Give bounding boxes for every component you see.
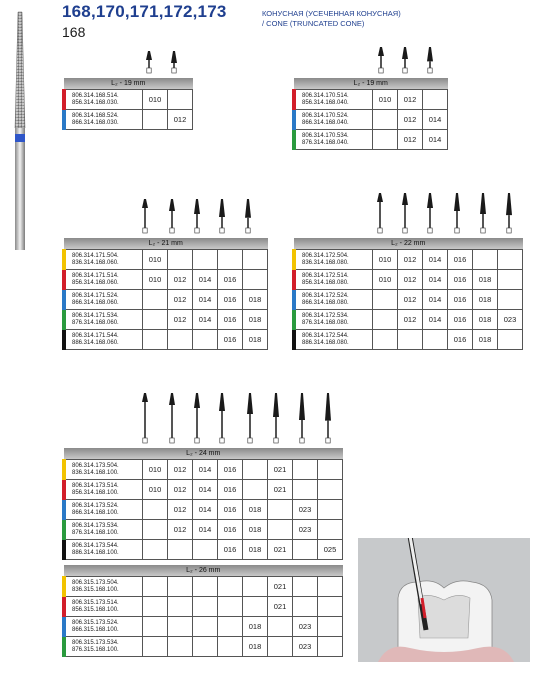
main-bur-image bbox=[4, 10, 44, 250]
product-code: 806.314.173.514. 856.314.168.100. bbox=[64, 480, 143, 500]
size-cell: 014 bbox=[193, 480, 218, 500]
size-cell: 014 bbox=[423, 250, 448, 270]
size-cell bbox=[143, 110, 168, 130]
size-cell: 016 bbox=[218, 540, 243, 560]
size-cell bbox=[268, 500, 293, 520]
size-cell bbox=[373, 110, 398, 130]
size-cell: 010 bbox=[143, 250, 168, 270]
product-code: 806.315.173.524. 866.315.168.100. bbox=[64, 617, 143, 637]
table-row bbox=[64, 480, 343, 500]
product-code: 806.314.171.534. 876.314.168.060. bbox=[64, 310, 143, 330]
bur-icon bbox=[191, 392, 203, 444]
size-cell bbox=[193, 597, 218, 617]
size-cell bbox=[318, 577, 343, 597]
size-cell bbox=[293, 577, 318, 597]
table-row bbox=[64, 330, 268, 350]
bur-icon bbox=[424, 46, 436, 74]
size-cell bbox=[168, 540, 193, 560]
size-cell: 014 bbox=[423, 310, 448, 330]
size-cell: 012 bbox=[398, 270, 423, 290]
size-cell: 018 bbox=[243, 617, 268, 637]
size-cell: 018 bbox=[243, 540, 268, 560]
size-cell: 016 bbox=[218, 310, 243, 330]
size-cell: 012 bbox=[398, 130, 423, 150]
size-cell bbox=[143, 597, 168, 617]
size-cell: 012 bbox=[168, 520, 193, 540]
product-subtitle: 168 bbox=[62, 24, 86, 40]
size-cell: 016 bbox=[448, 250, 473, 270]
table-row bbox=[64, 597, 343, 617]
size-cell bbox=[193, 617, 218, 637]
size-cell bbox=[193, 540, 218, 560]
size-cell bbox=[143, 540, 168, 560]
size-cell: 021 bbox=[268, 577, 293, 597]
product-code: 806.314.170.514. 856.314.168.040. bbox=[294, 90, 373, 110]
table-row bbox=[294, 270, 523, 290]
size-cell bbox=[243, 597, 268, 617]
size-cell bbox=[168, 637, 193, 657]
product-size-table bbox=[62, 448, 343, 560]
table-row bbox=[64, 250, 268, 270]
size-cell bbox=[293, 597, 318, 617]
size-cell bbox=[318, 520, 343, 540]
size-cell bbox=[318, 460, 343, 480]
size-cell: 018 bbox=[473, 290, 498, 310]
table-row bbox=[64, 637, 343, 657]
product-code: 806.314.171.514. 856.314.168.060. bbox=[64, 270, 143, 290]
size-cell: 012 bbox=[168, 310, 193, 330]
product-code: 806.314.173.504. 836.314.168.100. bbox=[64, 460, 143, 480]
size-cell bbox=[268, 637, 293, 657]
size-cell: 016 bbox=[448, 330, 473, 350]
size-cell bbox=[498, 270, 523, 290]
size-cell bbox=[143, 290, 168, 310]
product-code: 806.315.173.504. 836.315.168.100. bbox=[64, 577, 143, 597]
size-cell bbox=[243, 577, 268, 597]
size-cell bbox=[373, 290, 398, 310]
size-cell: 023 bbox=[293, 637, 318, 657]
size-cell bbox=[318, 500, 343, 520]
size-cell bbox=[268, 520, 293, 540]
bur-icon bbox=[166, 392, 178, 444]
size-cell: 018 bbox=[243, 290, 268, 310]
bur-icon bbox=[216, 392, 228, 444]
size-cell bbox=[193, 330, 218, 350]
size-cell bbox=[143, 577, 168, 597]
bur-icon bbox=[374, 192, 386, 234]
size-cell bbox=[168, 617, 193, 637]
shape-label-en: / CONE (TRUNCATED CONE) bbox=[262, 19, 365, 28]
size-cell: 012 bbox=[398, 290, 423, 310]
size-cell: 010 bbox=[373, 90, 398, 110]
size-cell bbox=[268, 617, 293, 637]
size-cell bbox=[423, 90, 448, 110]
size-cell bbox=[318, 597, 343, 617]
size-cell: 021 bbox=[268, 480, 293, 500]
length-header: L₂ - 24 mm bbox=[64, 448, 343, 460]
size-cell: 018 bbox=[243, 310, 268, 330]
size-cell bbox=[218, 597, 243, 617]
size-cell bbox=[498, 330, 523, 350]
size-cell: 010 bbox=[143, 270, 168, 290]
size-cell bbox=[498, 250, 523, 270]
product-code: 806.314.172.544. 886.314.168.080. bbox=[294, 330, 373, 350]
size-cell: 018 bbox=[243, 500, 268, 520]
size-cell: 010 bbox=[143, 480, 168, 500]
size-cell: 014 bbox=[193, 290, 218, 310]
product-size-table bbox=[62, 238, 268, 350]
size-cell: 023 bbox=[293, 520, 318, 540]
size-cell: 016 bbox=[218, 460, 243, 480]
size-cell bbox=[168, 330, 193, 350]
bur-icon bbox=[191, 198, 203, 234]
size-cell bbox=[318, 480, 343, 500]
size-cell: 023 bbox=[293, 500, 318, 520]
size-cell bbox=[143, 637, 168, 657]
size-cell: 016 bbox=[448, 270, 473, 290]
table-row bbox=[294, 90, 448, 110]
table-row bbox=[64, 540, 343, 560]
size-cell: 012 bbox=[398, 310, 423, 330]
size-cell bbox=[293, 480, 318, 500]
table-row bbox=[294, 330, 523, 350]
bur-icon bbox=[451, 192, 463, 234]
table-row bbox=[64, 90, 193, 110]
size-cell: 016 bbox=[218, 290, 243, 310]
product-code: 806.314.172.524. 866.314.168.080. bbox=[294, 290, 373, 310]
bur-icon bbox=[139, 392, 151, 444]
size-cell: 014 bbox=[193, 270, 218, 290]
product-code: 806.315.173.514. 856.315.168.100. bbox=[64, 597, 143, 617]
product-code: 806.314.171.544. 886.314.168.060. bbox=[64, 330, 143, 350]
size-cell bbox=[168, 597, 193, 617]
size-cell bbox=[218, 617, 243, 637]
size-cell bbox=[143, 310, 168, 330]
table-row bbox=[64, 577, 343, 597]
size-cell bbox=[218, 250, 243, 270]
product-code: 806.315.173.534. 876.315.168.100. bbox=[64, 637, 143, 657]
bur-icon bbox=[296, 392, 308, 444]
bur-icon bbox=[503, 192, 515, 234]
product-size-table bbox=[62, 78, 193, 130]
bur-icon bbox=[375, 46, 387, 74]
size-cell: 014 bbox=[423, 130, 448, 150]
table-row bbox=[294, 290, 523, 310]
bur-icon bbox=[424, 192, 436, 234]
size-cell: 025 bbox=[318, 540, 343, 560]
table-row bbox=[294, 310, 523, 330]
size-cell: 016 bbox=[218, 270, 243, 290]
size-cell bbox=[193, 577, 218, 597]
size-cell: 016 bbox=[448, 290, 473, 310]
product-size-table bbox=[292, 238, 523, 350]
size-cell: 016 bbox=[218, 480, 243, 500]
bur-icon bbox=[139, 198, 151, 234]
product-title: 168,170,171,172,173 bbox=[62, 2, 227, 21]
size-cell: 014 bbox=[423, 270, 448, 290]
size-cell: 014 bbox=[193, 460, 218, 480]
table-row bbox=[64, 460, 343, 480]
size-cell bbox=[143, 500, 168, 520]
bur-icon bbox=[322, 392, 334, 444]
bur-icon bbox=[168, 50, 180, 74]
size-cell: 023 bbox=[498, 310, 523, 330]
product-code: 806.314.168.524. 866.314.168.030. bbox=[64, 110, 143, 130]
table-row bbox=[64, 110, 193, 130]
size-cell: 010 bbox=[143, 460, 168, 480]
size-cell: 016 bbox=[448, 310, 473, 330]
size-cell: 016 bbox=[218, 520, 243, 540]
size-cell: 018 bbox=[473, 330, 498, 350]
size-cell bbox=[193, 637, 218, 657]
size-cell bbox=[168, 250, 193, 270]
size-cell bbox=[473, 250, 498, 270]
length-header: L₂ - 19 mm bbox=[294, 78, 448, 90]
table-row bbox=[64, 500, 343, 520]
size-cell: 012 bbox=[168, 270, 193, 290]
product-code: 806.314.171.504. 836.314.168.060. bbox=[64, 250, 143, 270]
product-code: 806.314.170.534. 876.314.168.040. bbox=[294, 130, 373, 150]
size-cell bbox=[423, 330, 448, 350]
size-cell bbox=[168, 577, 193, 597]
length-header: L₂ - 19 mm bbox=[64, 78, 193, 90]
size-cell: 018 bbox=[243, 520, 268, 540]
product-size-table bbox=[62, 565, 343, 657]
table-row bbox=[64, 617, 343, 637]
table-row bbox=[294, 250, 523, 270]
size-cell bbox=[243, 250, 268, 270]
product-code: 806.314.171.524. 866.314.168.060. bbox=[64, 290, 143, 310]
size-cell bbox=[168, 90, 193, 110]
product-code: 806.314.173.534. 876.314.168.100. bbox=[64, 520, 143, 540]
size-cell: 012 bbox=[398, 90, 423, 110]
size-cell: 014 bbox=[193, 500, 218, 520]
product-code: 806.314.172.534. 876.314.168.080. bbox=[294, 310, 373, 330]
size-cell bbox=[498, 290, 523, 310]
size-cell: 014 bbox=[193, 520, 218, 540]
size-cell: 014 bbox=[423, 290, 448, 310]
bur-icon bbox=[242, 198, 254, 234]
size-cell: 010 bbox=[373, 270, 398, 290]
size-cell bbox=[193, 250, 218, 270]
size-cell bbox=[318, 637, 343, 657]
bur-icon bbox=[399, 46, 411, 74]
table-row bbox=[294, 130, 448, 150]
size-cell bbox=[398, 330, 423, 350]
size-cell: 021 bbox=[268, 597, 293, 617]
size-cell bbox=[243, 270, 268, 290]
size-cell: 016 bbox=[218, 500, 243, 520]
size-cell: 014 bbox=[193, 310, 218, 330]
product-code: 806.314.173.524. 866.314.168.100. bbox=[64, 500, 143, 520]
length-header: L₂ - 26 mm bbox=[64, 565, 343, 577]
length-header: L₂ - 21 mm bbox=[64, 238, 268, 250]
product-code: 806.314.172.504. 836.314.168.080. bbox=[294, 250, 373, 270]
size-cell: 010 bbox=[373, 250, 398, 270]
size-cell: 023 bbox=[293, 617, 318, 637]
bur-icon bbox=[270, 392, 282, 444]
table-row bbox=[64, 520, 343, 540]
clinical-usage-illustration bbox=[358, 538, 530, 662]
bur-icon bbox=[143, 50, 155, 74]
size-cell bbox=[143, 330, 168, 350]
size-cell bbox=[243, 480, 268, 500]
table-row bbox=[64, 270, 268, 290]
size-cell: 018 bbox=[473, 270, 498, 290]
product-code: 806.314.173.544. 886.314.168.100. bbox=[64, 540, 143, 560]
size-cell: 014 bbox=[423, 110, 448, 130]
size-cell: 010 bbox=[143, 90, 168, 110]
product-code: 806.314.170.524. 866.314.168.040. bbox=[294, 110, 373, 130]
size-cell: 012 bbox=[168, 110, 193, 130]
size-cell bbox=[143, 520, 168, 540]
size-cell bbox=[293, 460, 318, 480]
size-cell bbox=[318, 617, 343, 637]
size-cell: 012 bbox=[168, 480, 193, 500]
size-cell bbox=[218, 577, 243, 597]
length-header: L₂ - 22 mm bbox=[294, 238, 523, 250]
size-cell: 021 bbox=[268, 460, 293, 480]
table-row bbox=[294, 110, 448, 130]
table-row bbox=[64, 310, 268, 330]
size-cell bbox=[373, 330, 398, 350]
size-cell bbox=[373, 130, 398, 150]
shape-label-ru: КОНУСНАЯ (УСЕЧЕННАЯ КОНУСНАЯ) bbox=[262, 9, 401, 18]
size-cell: 012 bbox=[168, 460, 193, 480]
bur-icon bbox=[244, 392, 256, 444]
size-cell: 012 bbox=[398, 110, 423, 130]
size-cell: 012 bbox=[168, 290, 193, 310]
bur-icon bbox=[477, 192, 489, 234]
size-cell: 016 bbox=[218, 330, 243, 350]
bur-icon bbox=[399, 192, 411, 234]
size-cell: 018 bbox=[243, 637, 268, 657]
table-row bbox=[64, 290, 268, 310]
size-cell bbox=[373, 310, 398, 330]
size-cell: 018 bbox=[473, 310, 498, 330]
product-code: 806.314.168.514. 856.314.168.030. bbox=[64, 90, 143, 110]
bur-icon bbox=[166, 198, 178, 234]
size-cell bbox=[143, 617, 168, 637]
product-size-table bbox=[292, 78, 448, 150]
product-code: 806.314.172.514. 856.314.168.080. bbox=[294, 270, 373, 290]
size-cell: 012 bbox=[398, 250, 423, 270]
bur-icon bbox=[216, 198, 228, 234]
size-cell bbox=[218, 637, 243, 657]
size-cell: 012 bbox=[168, 500, 193, 520]
size-cell bbox=[293, 540, 318, 560]
size-cell bbox=[243, 460, 268, 480]
size-cell: 018 bbox=[243, 330, 268, 350]
size-cell: 021 bbox=[268, 540, 293, 560]
